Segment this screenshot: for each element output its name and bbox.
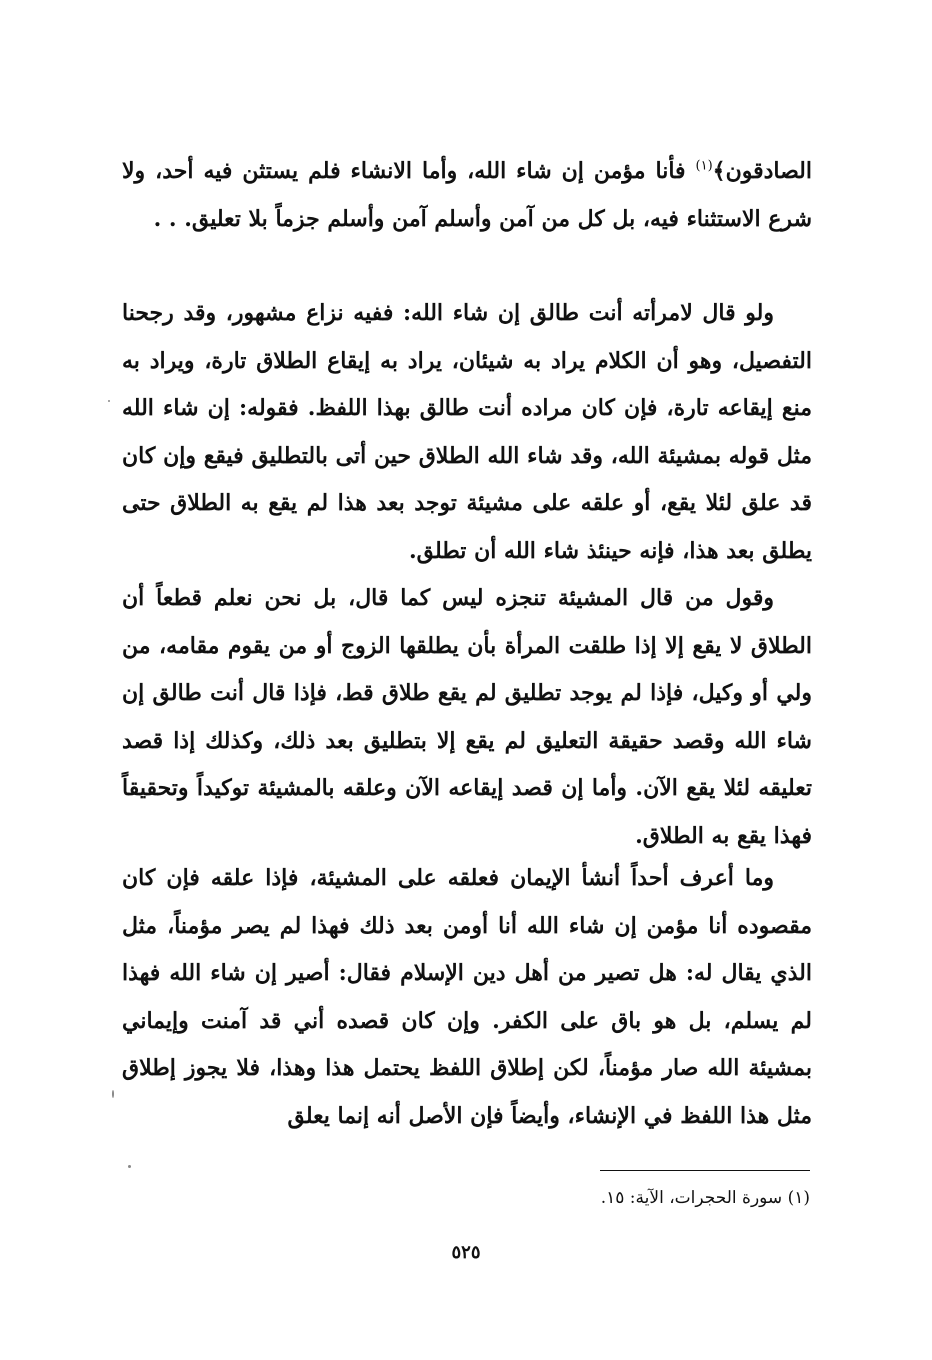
- footnote-reference[interactable]: (١): [695, 158, 713, 174]
- paragraph-4-body: وما أعرف أحداً أنشأ الإيمان فعلقه على المشيئة، فإذا علقه فإن كان مقصوده أنا مؤمن إن شاء الله أنا أومن بعد ذلك فهذا لم يصر مؤمناً، مثل الذي يقال له: هل تصير من أهل دين الإسلام فقال: أصير إن شاء الله فهذا لم يسلم، بل هو باق على الكفر. وإن كان قصده أني قد آمنت وإيماني بمشيئة الله صار مؤمناً، لكن إطلاق اللفظ يحتمل هذا وهذا، فلا يجوز إطلاق مثل هذا اللفظ في الإنشاء، وأيضاً فإن الأصل أنه إنما يعلق: [122, 865, 812, 1129]
- paragraph-2-body: ولو قال لامرأته أنت طالق إن شاء الله: ففيه نزاع مشهور، وقد رجحنا التفصيل، وهو أن الكلام يراد به شيئان، يراد به إيقاع الطلاق تارة، ويراد به منع إيقاعه تارة، فإن كان مراده أنت طالق بهذا اللفظ. فقوله: إن شاء الله مثل قوله بمشيئة الله، وقد شاء الله الطلاق حين أتى بالتطليق فيقع وإن كان قد علق لئلا يقع، أو علقه على مشيئة توجد بعد هذا لم يقع به الطلاق حتى يطلق بعد هذا، فإنه حينئذ شاء الله أن تطلق.: [122, 300, 812, 564]
- paragraph-3-text: [122, 575, 812, 860]
- paragraph-2-text: [122, 290, 812, 575]
- page-number: ٥٢٥: [451, 1242, 481, 1263]
- scan-speck: [128, 1165, 131, 1168]
- paragraph-1: [122, 148, 812, 243]
- quran-verse-end: الصادقون﴾: [712, 158, 812, 184]
- paragraph-4: [122, 855, 812, 1140]
- scan-speck: [112, 1090, 114, 1098]
- paragraph-1-text: [122, 148, 812, 243]
- paragraph-1-body: فأنا مؤمن إن شاء الله، وأما الانشاء فلم يستثن فيه أحد، ولا شرع الاستثناء فيه، بل كل من آمن وأسلم آمن وأسلم جزماً بلا تعليق. . .: [122, 158, 812, 232]
- footnote-separator: [600, 1170, 810, 1171]
- paragraph-3: [122, 575, 812, 860]
- paragraph-3-body: وقول من قال المشيئة تنجزه ليس كما قال، بل نحن نعلم قطعاً أن الطلاق لا يقع إلا إذا طلقت المرأة بأن يطلقها الزوج أو من يقوم مقامه، من ولي أو وكيل، فإذا لم يوجد تطليق لم يقع طلاق قط، فإذا قال أنت طالق إن شاء الله وقصد حقيقة التعليق لم يقع إلا بتطليق بعد ذلك، وكذلك إذا قصد تعليقه لئلا يقع الآن. وأما إن قصد إيقاعه الآن وعلقه بالمشيئة توكيداً وتحقيقاً فهذا يقع به الطلاق.: [122, 585, 812, 849]
- paragraph-2: [122, 290, 812, 575]
- scan-speck: [108, 400, 110, 402]
- footnote: (١) سورة الحجرات، الآية: ١٥.: [600, 1188, 810, 1208]
- paragraph-4-text: [122, 855, 812, 1140]
